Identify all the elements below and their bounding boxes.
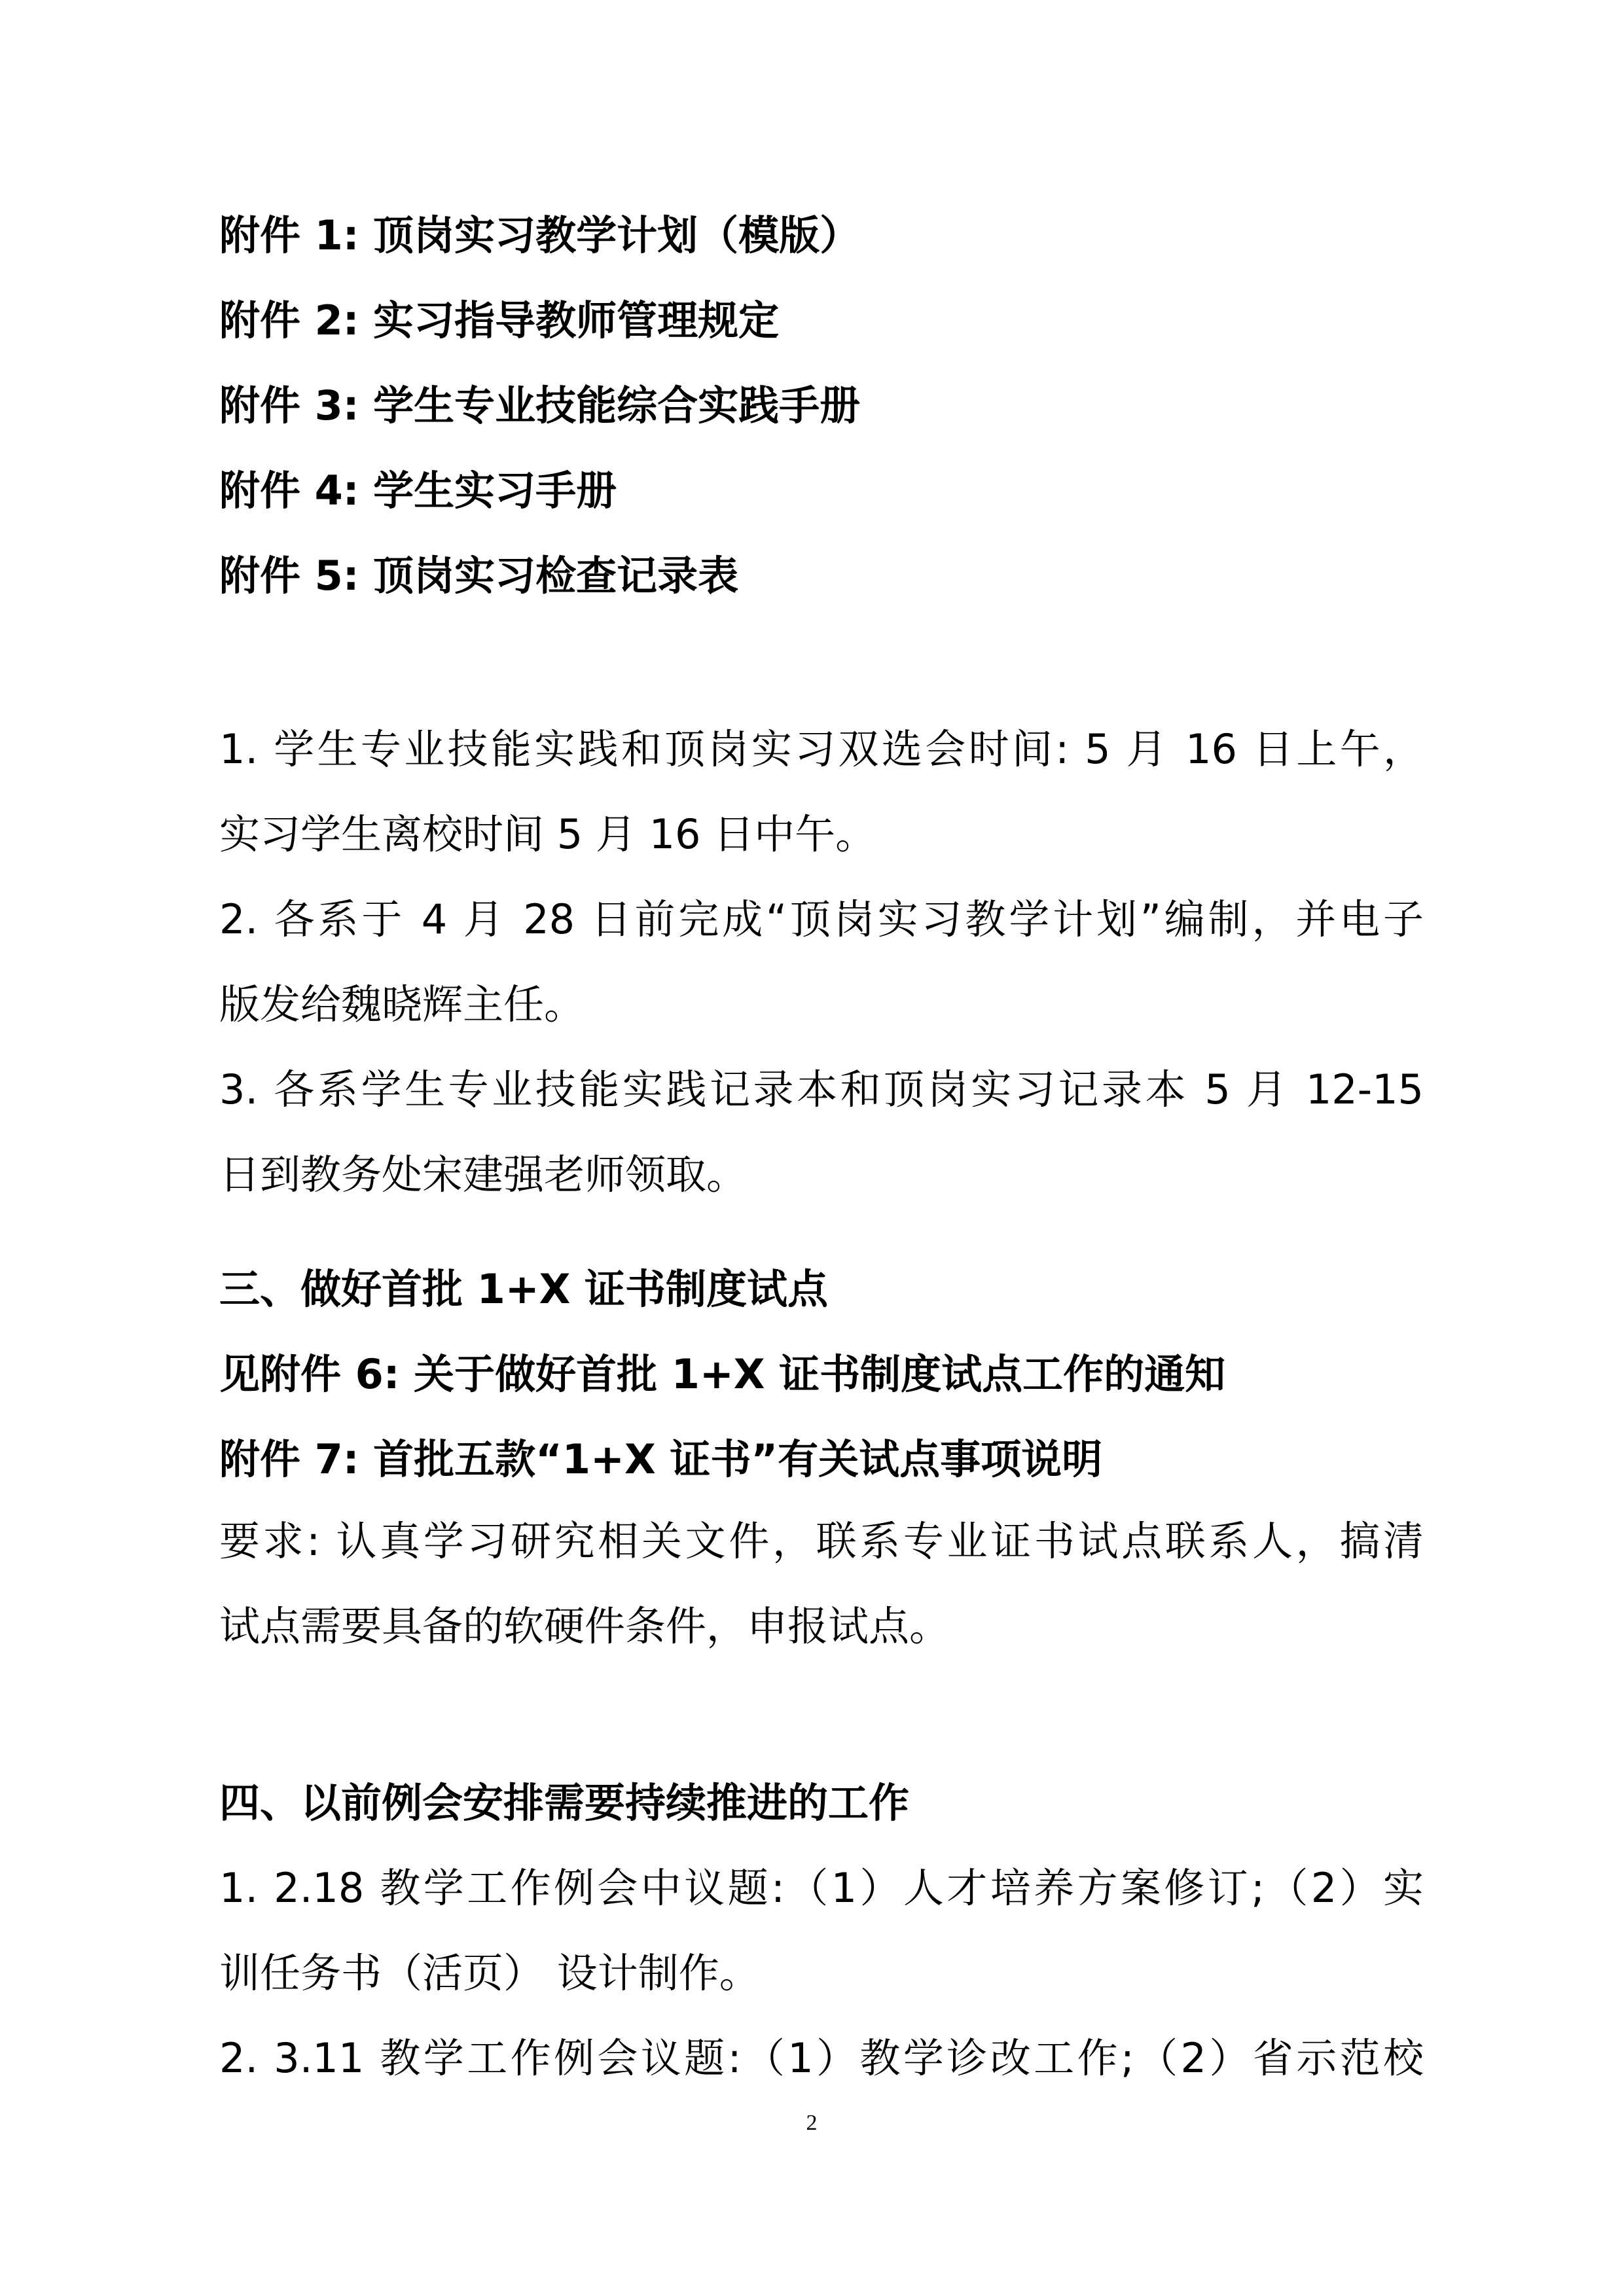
note-1-line-2: 实习学生离校时间 5 月 16 日中午。 (219, 810, 876, 858)
note-3-line-2: 日到教务处宋建强老师领取。 (219, 1151, 748, 1198)
section-4-item-2-line-1: 2. 3.11 教学工作例会议题:（1）教学诊改工作;（2）省示范校 (219, 2034, 1424, 2082)
section-4-item-1-line-2: 训任务书（活页） 设计制作。 (219, 1949, 760, 1997)
attachment-3: 附件 3: 学生专业技能综合实践手册 (219, 382, 861, 429)
note-1-line-1: 1. 学生专业技能实践和顶岗实习双选会时间: 5 月 16 日上午， (219, 725, 1424, 773)
attachment-1: 附件 1: 顶岗实习教学计划（模版） (219, 211, 861, 259)
section-4-heading: 四、以前例会安排需要持续推进的工作 (219, 1779, 910, 1827)
note-3-line-1: 3. 各系学生专业技能实践记录本和顶岗实习记录本 5 月 12-15 (219, 1066, 1424, 1113)
section-4-item-1-line-1: 1. 2.18 教学工作例会中议题:（1）人才培养方案修订;（2）实 (219, 1864, 1424, 1912)
attachment-4: 附件 4: 学生实习手册 (219, 467, 617, 514)
page-number: 2 (806, 2111, 818, 2135)
note-2-line-1: 2. 各系于 4 月 28 日前完成“顶岗实习教学计划”编制，并电子 (219, 895, 1424, 943)
section-3-ref-1: 见附件 6: 关于做好首批 1+X 证书制度试点工作的通知 (219, 1350, 1226, 1398)
section-3-requirement-line-2: 试点需要具备的软硬件条件，申报试点。 (219, 1602, 950, 1650)
attachment-2: 附件 2: 实习指导教师管理规定 (219, 296, 780, 344)
attachment-5: 附件 5: 顶岗实习检查记录表 (219, 552, 739, 600)
section-3-requirement-line-1: 要求: 认真学习研究相关文件，联系专业证书试点联系人，搞清 (219, 1517, 1424, 1565)
note-2-line-2: 版发给魏晓辉主任。 (219, 980, 585, 1028)
section-3-heading: 三、做好首批 1+X 证书制度试点 (219, 1265, 829, 1313)
section-3-ref-2: 附件 7: 首批五款“1+X 证书”有关试点事项说明 (219, 1435, 1103, 1483)
